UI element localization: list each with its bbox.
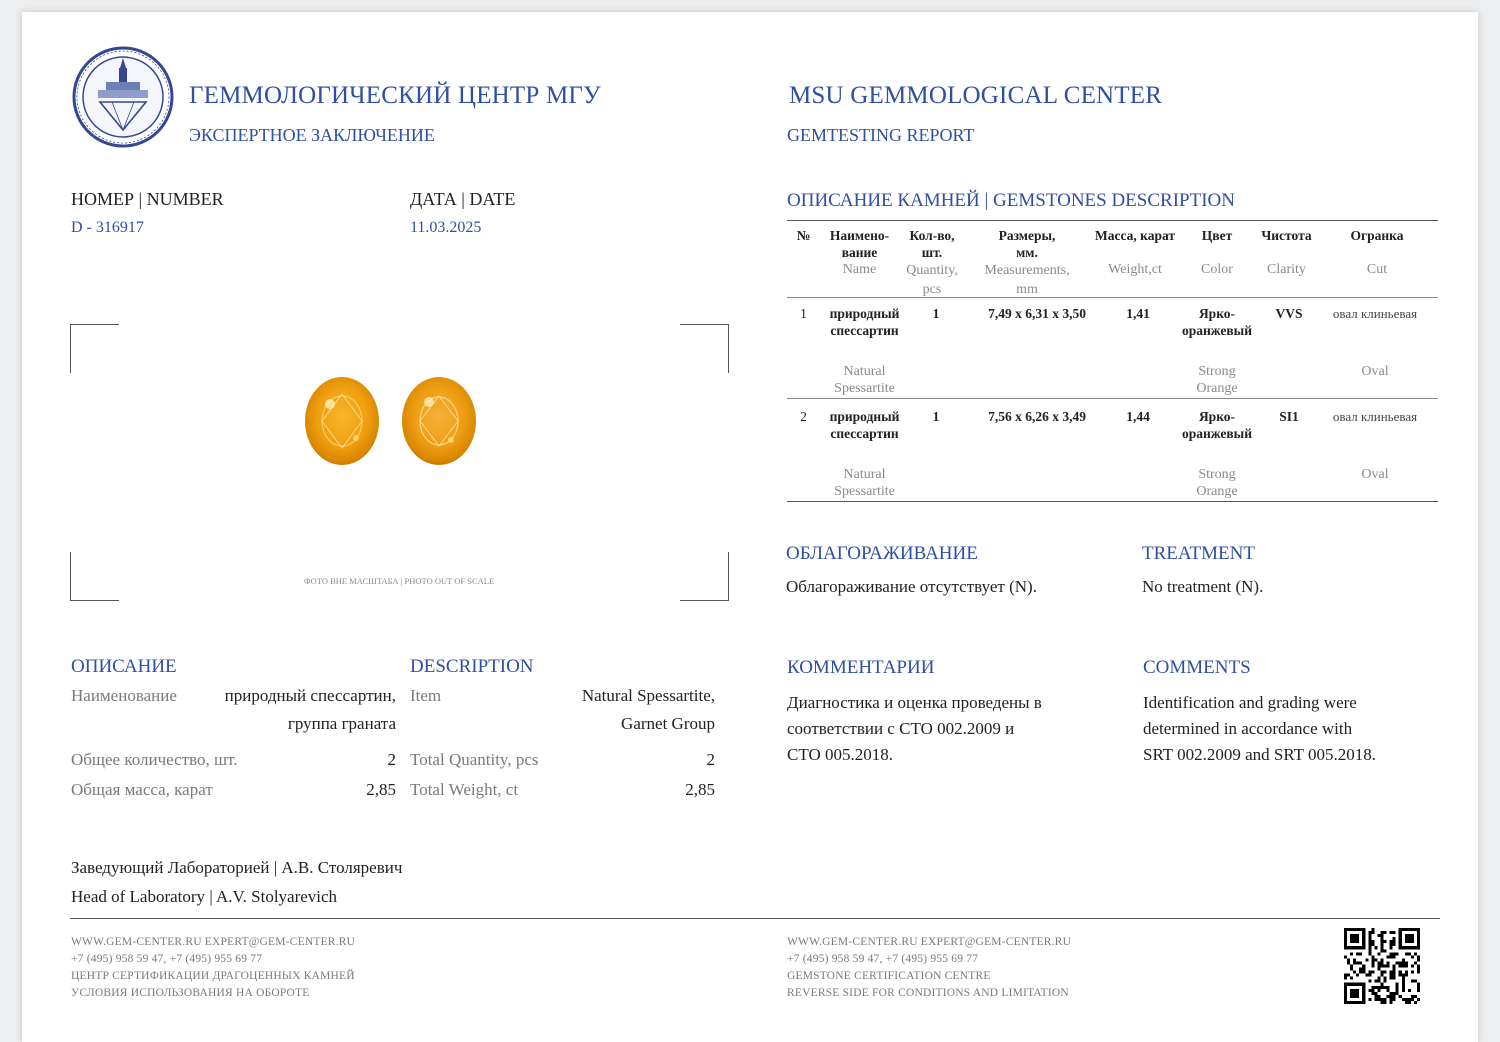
row-qty: 1 [932, 306, 940, 321]
signature-ru-role: Заведующий Лабораторией [71, 858, 270, 877]
item-en-value-1: Natural Spessartite, [581, 686, 715, 705]
footer-en-line: +7 (495) 958 59 47, +7 (495) 955 69 77 [787, 953, 979, 965]
footer-divider [70, 918, 1440, 919]
treatment-ru-text: Облагораживание отсутствует (N). [786, 577, 1037, 596]
qty-ru-label: Общее количество, шт. [71, 750, 238, 769]
footer-ru-line: УСЛОВИЯ ИСПОЛЬЗОВАНИЯ НА ОБОРОТЕ [71, 987, 310, 999]
qr-code[interactable] [1344, 928, 1420, 1004]
qty-ru-value: 2 [387, 750, 396, 769]
comments-ru-title: КОММЕНТАРИИ [787, 657, 935, 678]
row-color-ru: Ярко- оранжевый [1182, 306, 1252, 338]
row-color-ru: Ярко- оранжевый [1182, 409, 1252, 441]
row-weight: 1,44 [1126, 409, 1150, 424]
weight-en-label: Total Weight, ct [410, 780, 519, 799]
row-no: 1 [800, 306, 807, 321]
footer-en-line: GEMSTONE CERTIFICATION CENTRE [787, 970, 991, 982]
treatment-ru-title: ОБЛАГОРАЖИВАНИЕ [786, 543, 978, 564]
col-color-ru: Цвет [1201, 228, 1233, 243]
row-color-en: Strong Orange [1196, 364, 1238, 396]
row-name-ru: природный спессартин [829, 306, 900, 338]
item-ru-label: Наименование [71, 686, 177, 705]
en-subtitle: GEMTESTING REPORT [787, 125, 975, 145]
footer-en-line: WWW.GEM-CENTER.RU EXPERT@GEM-CENTER.RU [787, 936, 1072, 948]
col-clarity-en: Clarity [1267, 262, 1306, 277]
row-meas: 7,49 x 6,31 x 3,50 [988, 306, 1086, 321]
ru-subtitle: ЭКСПЕРТНОЕ ЗАКЛЮЧЕНИЕ [189, 125, 435, 145]
footer-en [787, 934, 1071, 1002]
number-label: НОМЕР | NUMBER [71, 189, 224, 209]
comments-ru-line: Диагностика и оценка проведены в [787, 693, 1042, 712]
col-no: № [796, 228, 811, 243]
weight-ru-value: 2,85 [366, 780, 396, 799]
gemstones-title: ОПИСАНИЕ КАМНЕЙ | GEMSTONES DESCRIPTION [787, 190, 1235, 211]
comments-ru-text [787, 690, 1042, 768]
gemstone-photo-1 [304, 376, 380, 466]
row-cut-en: Oval [1361, 467, 1389, 482]
signature-en-name: | A.V. Stolyarevich [209, 887, 338, 906]
row-no: 2 [800, 409, 807, 424]
row-cut-en: Oval [1361, 364, 1389, 379]
comments-ru-line: СТО 005.2018. [787, 745, 894, 764]
item-ru-value-1: природный спессартин, [224, 686, 396, 705]
signature-en-role: Head of Laboratory [71, 887, 206, 906]
col-cut-en: Cut [1366, 262, 1388, 277]
qty-en-label: Total Quantity, pcs [410, 750, 539, 769]
col-cut-ru: Огранка [1350, 228, 1404, 243]
comments-en-line: determined in accordance with [1143, 719, 1353, 738]
footer-en-line: REVERSE SIDE FOR CONDITIONS AND LIMITATION [787, 987, 1069, 999]
row-name-en: Natural Spessartite [834, 467, 895, 499]
photo-caption: ФОТО ВНЕ МАСШТАБА | PHOTO OUT OF SCALE [303, 576, 495, 586]
footer-ru-line: WWW.GEM-CENTER.RU EXPERT@GEM-CENTER.RU [71, 936, 356, 948]
weight-ru-label: Общая масса, карат [71, 780, 213, 799]
col-meas-ru: Размеры, мм. [998, 228, 1056, 260]
item-ru-value-2: группа граната [287, 714, 396, 733]
row-qty: 1 [932, 409, 940, 424]
row-clarity: VVS [1275, 306, 1303, 321]
signature-ru-name: | А.В. Столяревич [273, 858, 403, 877]
signature-en [71, 887, 337, 907]
comments-en-line: Identification and grading were [1143, 693, 1357, 712]
treatment-en-title: TREATMENT [1142, 543, 1255, 564]
comments-ru-line: соответствии с СТО 002.2009 и [787, 719, 1015, 738]
comments-en-text [1143, 690, 1376, 768]
col-name-en: Name [842, 262, 877, 277]
col-color-en: Color [1201, 262, 1233, 277]
row-clarity: SI1 [1279, 409, 1299, 424]
row-name-en: Natural Spessartite [834, 364, 895, 396]
en-title: MSU GEMMOLOGICAL CENTER [789, 82, 1163, 109]
item-en-value-2: Garnet Group [621, 714, 715, 733]
signature-ru [71, 858, 402, 878]
col-weight-en: Weight,ct [1108, 262, 1162, 277]
msu-seal-logo [72, 46, 174, 148]
ru-title: ГЕММОЛОГИЧЕСКИЙ ЦЕНТР МГУ [189, 82, 601, 109]
item-en-label: Item [410, 686, 442, 705]
row-cut-ru: овал клиньевая [1332, 306, 1418, 321]
col-meas-en: Measurements, mm [984, 263, 1070, 297]
comments-en-line: SRT 002.2009 and SRT 005.2018. [1143, 745, 1376, 764]
col-clarity-ru: Чистота [1261, 228, 1312, 243]
comments-en-title: COMMENTS [1143, 657, 1251, 678]
col-weight-ru: Масса, карат [1094, 228, 1175, 243]
footer-ru-line: +7 (495) 958 59 47, +7 (495) 955 69 77 [71, 953, 263, 965]
row-color-en: Strong Orange [1196, 467, 1238, 499]
treatment-en-text: No treatment (N). [1142, 577, 1264, 596]
row-weight: 1,41 [1126, 306, 1150, 321]
date-value: 11.03.2025 [410, 219, 482, 236]
footer-ru [71, 934, 355, 1002]
footer-ru-line: ЦЕНТР СЕРТИФИКАЦИИ ДРАГОЦЕННЫХ КАМНЕЙ [71, 970, 355, 982]
gemstone-photo-2 [401, 376, 477, 466]
number-value: D - 316917 [71, 219, 144, 236]
date-label: ДАТА | DATE [410, 189, 516, 209]
row-meas: 7,56 x 6,26 x 3,49 [988, 409, 1086, 424]
row-name-ru: природный спессартин [829, 409, 900, 441]
col-qty-en: Quantity, pcs [906, 263, 958, 297]
qty-en-value: 2 [706, 750, 715, 769]
description-ru-title: ОПИСАНИЕ [71, 656, 177, 677]
row-cut-ru: овал клиньевая [1332, 409, 1418, 424]
col-name-ru: Наимено- вание [829, 228, 890, 260]
weight-en-value: 2,85 [685, 780, 715, 799]
description-en-title: DESCRIPTION [410, 656, 534, 677]
col-qty-ru: Кол-во, шт. [909, 228, 955, 260]
